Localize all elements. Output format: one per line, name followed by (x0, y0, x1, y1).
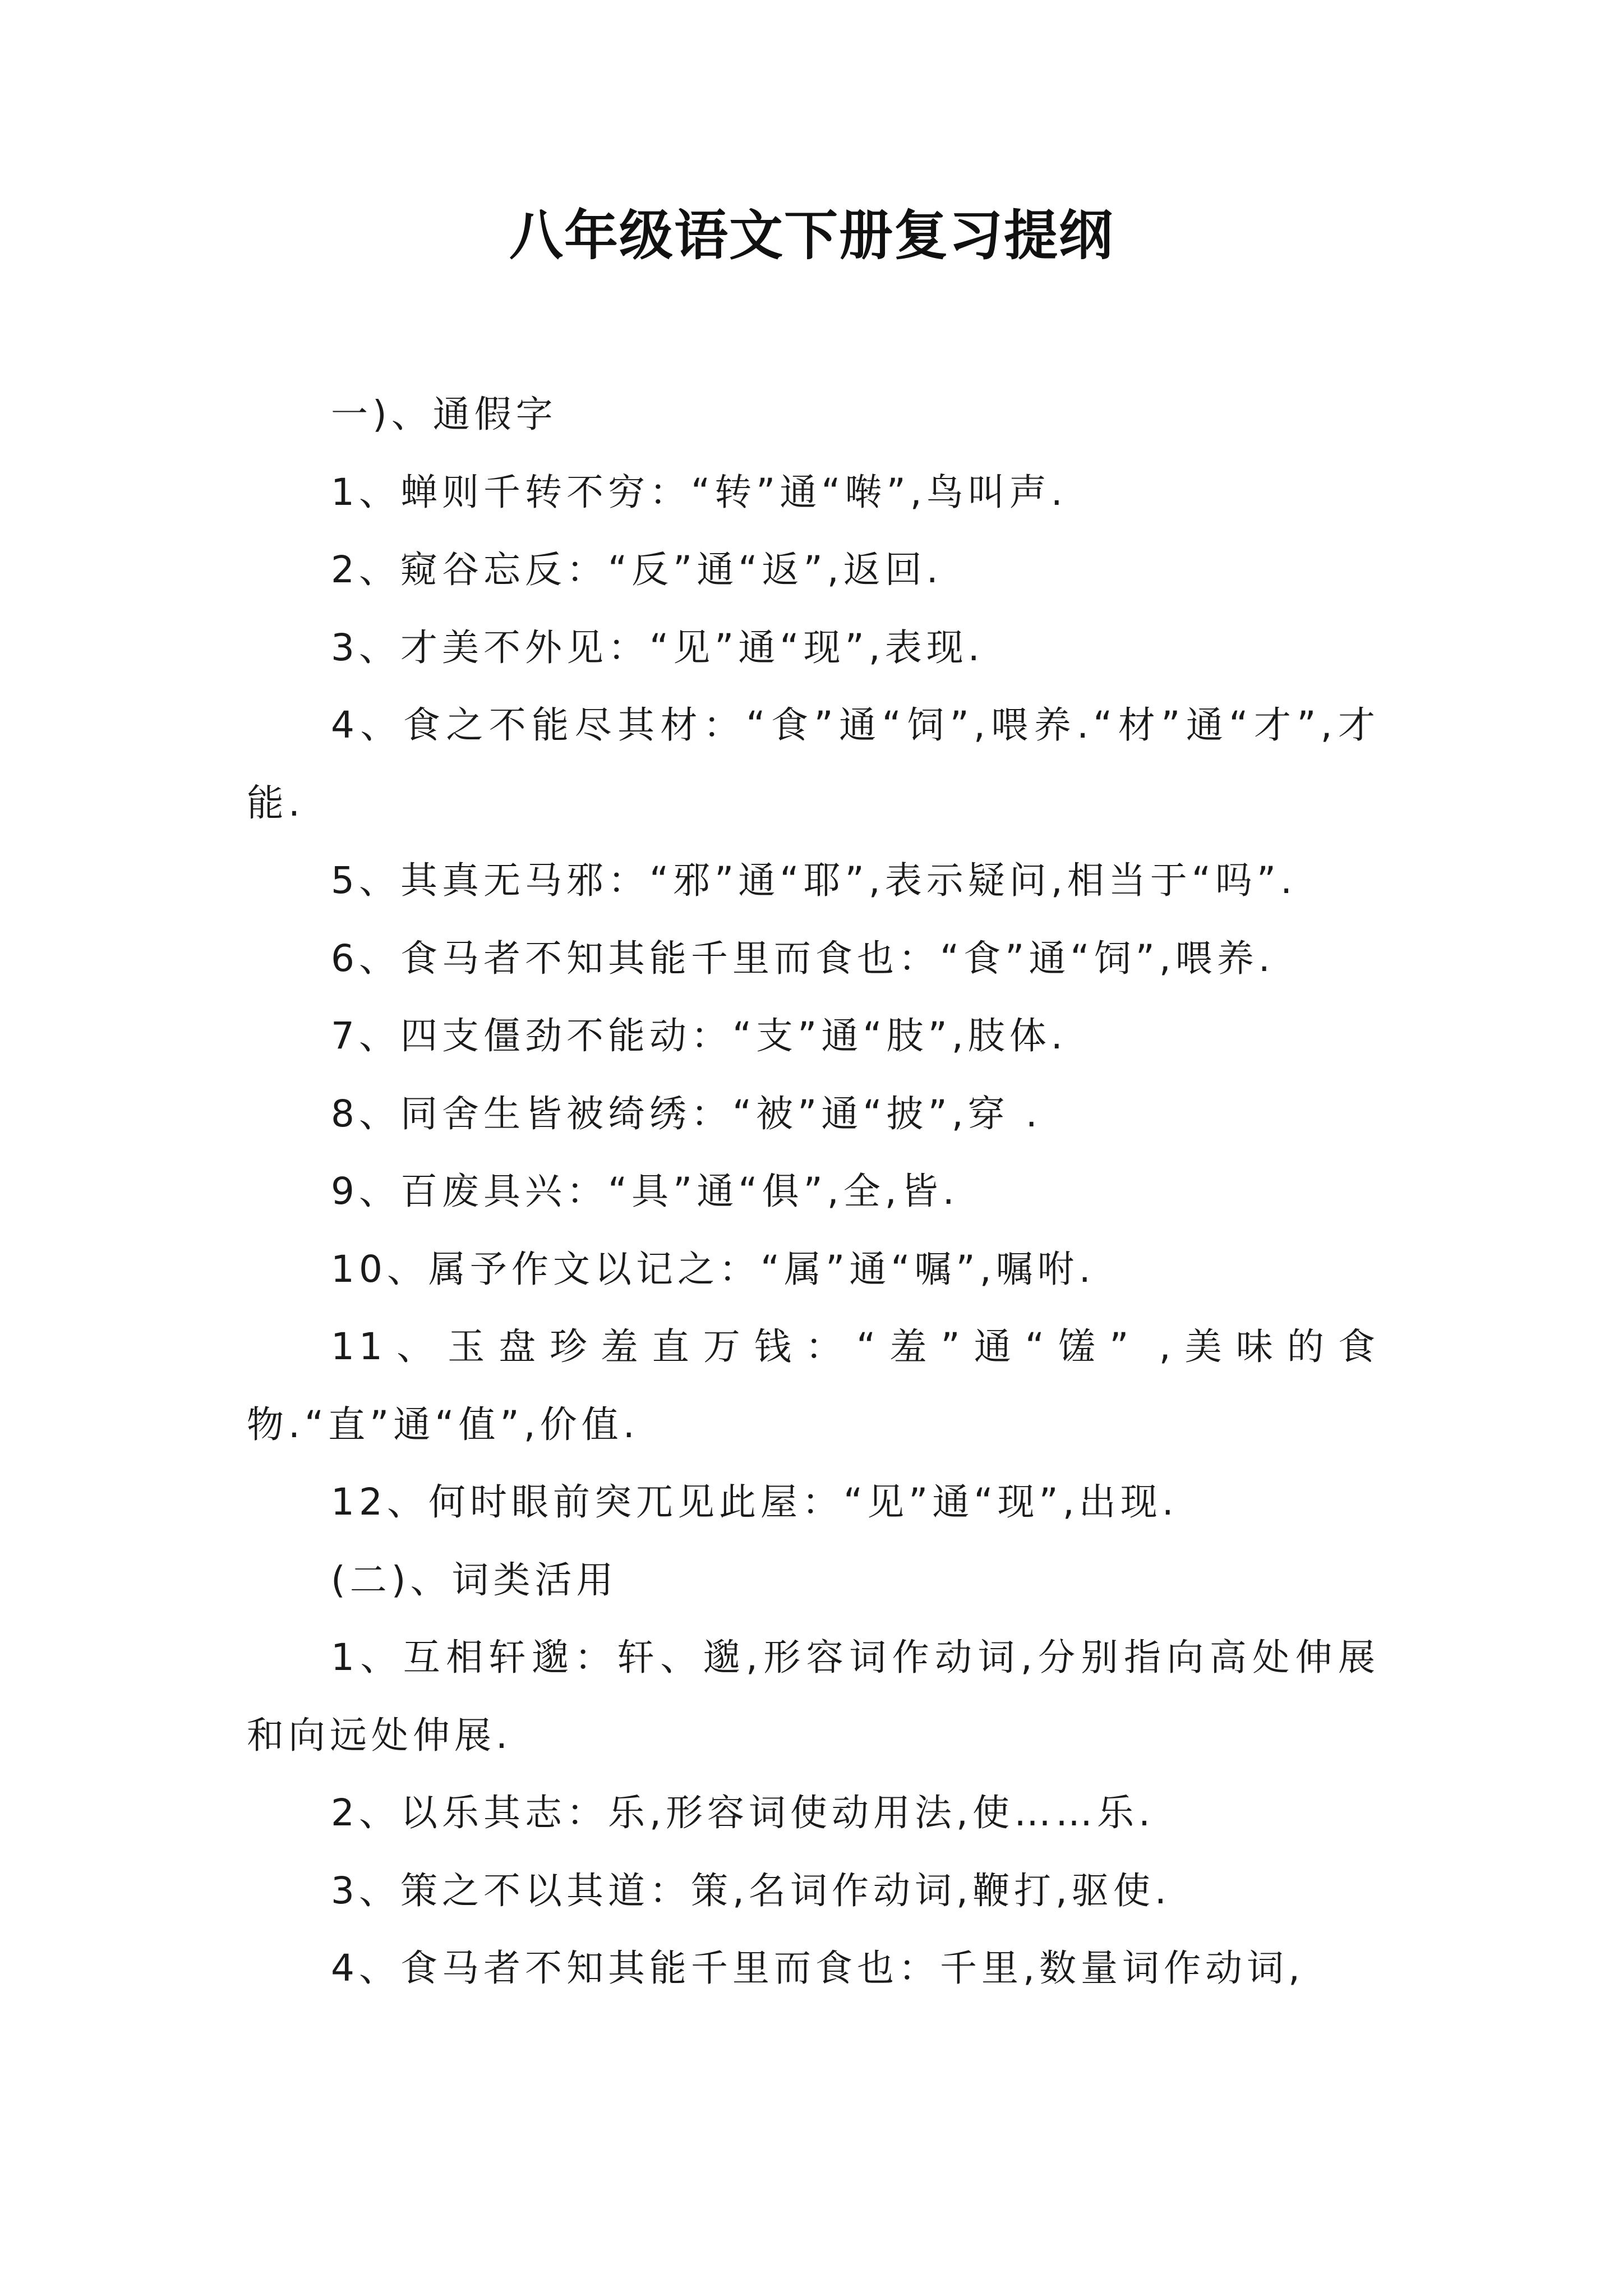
list-item: 7、四支僵劲不能动：“支”通“肢”,肢体. (331, 1014, 1067, 1057)
list-item: 3、策之不以其道：策,名词作动词,鞭打,驱使. (331, 1869, 1171, 1912)
list-item: 4、食马者不知其能千里而食也：千里,数量词作动词, (331, 1947, 1304, 1990)
list-item: 11、玉盘珍羞直万钱：“羞”通“馐” ,美味的食物.“直”通“值”,价值. (247, 1325, 1380, 1446)
section-heading: 一)、通假字 (331, 393, 557, 436)
page-title: 八年级语文下册复习提纲 (509, 204, 1114, 267)
document-body (247, 376, 1380, 2008)
list-item: 10、属予作文以记之：“属”通“嘱”,嘱咐. (331, 1247, 1095, 1291)
list-item: 2、以乐其志：乐,形容词使动用法,使……乐. (331, 1791, 1155, 1834)
list-item: 5、其真无马邪：“邪”通“耶”,表示疑问,相当于“吗”. (331, 859, 1297, 902)
list-item: 12、何时眼前突兀见此屋：“见”通“现”,出现. (331, 1480, 1178, 1524)
list-item: 1、蝉则千转不穷：“转”通“啭”,鸟叫声. (331, 470, 1067, 514)
list-item: 6、食马者不知其能千里而食也：“食”通“饲”,喂养. (331, 936, 1275, 980)
list-item: 4、食之不能尽其材：“食”通“饲”,喂养.“材”通“才”,才能. (247, 703, 1380, 825)
list-item: 2、窥谷忘反：“反”通“返”,返回. (331, 548, 943, 591)
list-item: 9、百废具兴：“具”通“俱”,全,皆. (331, 1170, 959, 1213)
section-heading: (二)、词类活用 (331, 1558, 618, 1602)
list-item: 3、才美不外见：“见”通“现”,表现. (331, 625, 984, 669)
list-item: 1、互相轩邈：轩、邈,形容词作动词,分别指向高处伸展和向远处伸展. (247, 1636, 1380, 1757)
list-item: 8、同舍生皆被绮绣：“被”通“披”,穿 . (331, 1092, 1042, 1135)
